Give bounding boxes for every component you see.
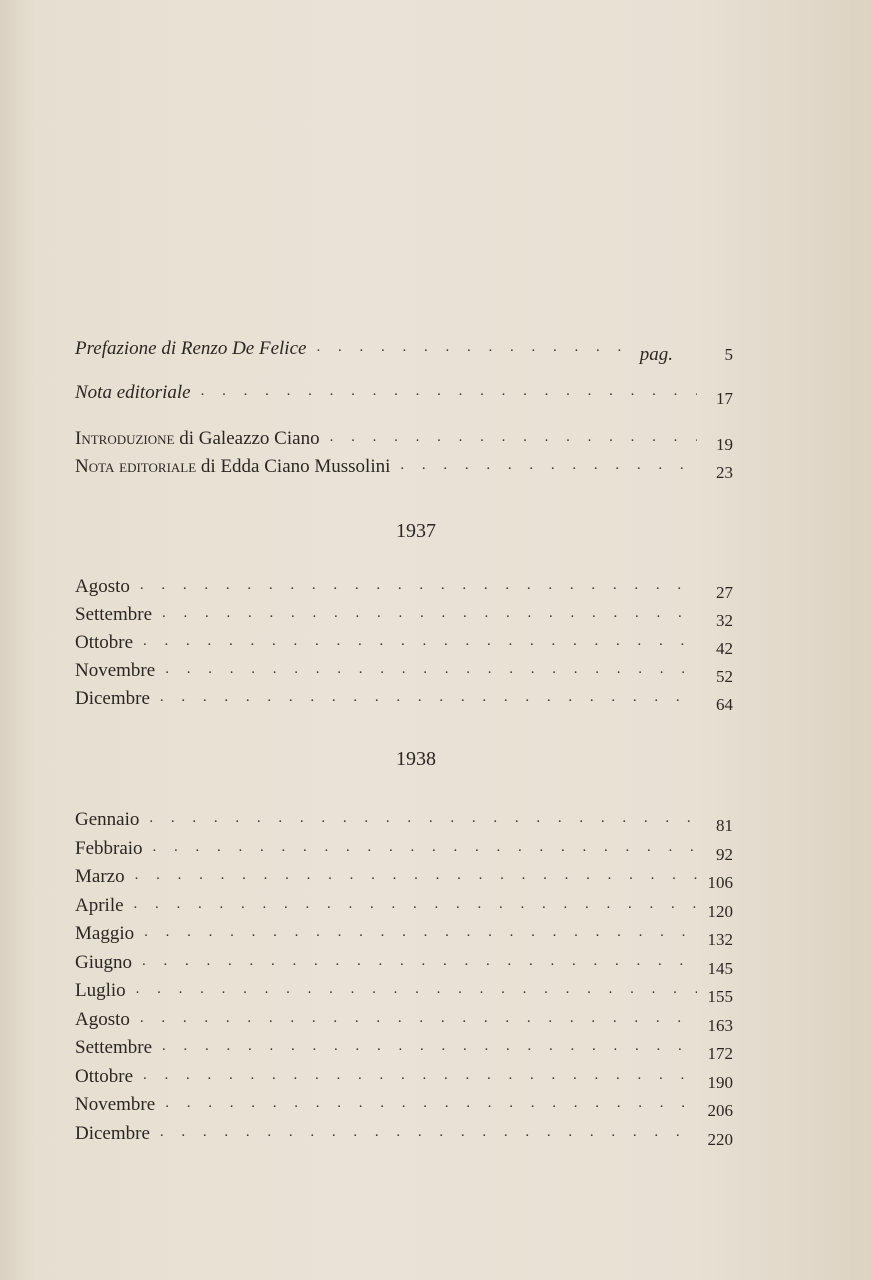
page-number: 17	[716, 389, 733, 408]
entry-label: Novembre	[75, 1094, 156, 1115]
dot-leader	[143, 1064, 697, 1088]
entry-label	[75, 456, 400, 478]
toc-entry-introduzione	[75, 424, 733, 454]
page-number: 5	[724, 345, 733, 364]
page-number: 81	[716, 816, 733, 835]
dot-leader	[153, 836, 697, 860]
year-heading: 1938	[396, 748, 436, 770]
dot-leader	[143, 630, 697, 654]
page-number: 120	[707, 901, 733, 921]
entry-label-rest: di Edda Ciano Mussolini	[196, 456, 391, 477]
dot-leader	[160, 686, 697, 710]
toc-entry-month	[75, 976, 733, 1006]
entry-label: Febbraio	[75, 837, 143, 859]
page-number: 220	[707, 1129, 733, 1149]
page-number: 42	[716, 639, 733, 658]
entry-label: Luglio	[75, 980, 126, 1001]
toc-entry-month	[75, 1005, 733, 1035]
toc-entry-month	[75, 1119, 733, 1149]
page-number: 19	[716, 435, 733, 454]
toc-entry-month	[75, 628, 733, 658]
entry-label: Maggio	[75, 923, 135, 944]
page-number: 145	[707, 958, 733, 978]
toc-entry-month	[75, 834, 733, 864]
page-number: 64	[716, 695, 733, 714]
toc-entry-month	[75, 919, 733, 949]
entry-label: Giugno	[75, 951, 132, 973]
dot-leader	[316, 336, 639, 360]
toc-entry-month	[75, 891, 733, 921]
page-number: 172	[707, 1044, 733, 1063]
toc-entry-month	[75, 862, 733, 892]
dot-leader	[160, 1121, 697, 1145]
dot-leader	[162, 1035, 697, 1059]
dot-leader	[135, 864, 697, 888]
entry-label: Agosto	[75, 576, 130, 597]
dot-leader	[162, 602, 697, 626]
page-number: 92	[716, 844, 733, 864]
dot-leader	[149, 807, 697, 831]
toc-entry-nota-edda	[75, 452, 733, 482]
entry-label: Marzo	[75, 866, 125, 887]
toc-entry-nota-editoriale	[75, 378, 733, 408]
toc-entry-month	[75, 600, 733, 630]
toc-entry-month	[75, 1033, 733, 1063]
dot-leader	[201, 380, 697, 404]
entry-label: Ottobre	[75, 632, 134, 653]
entry-label-smallcaps: Nota editoriale	[75, 456, 197, 477]
pag-label: pag.	[639, 344, 673, 365]
entry-label: Dicembre	[75, 688, 150, 709]
toc-entry-month	[75, 805, 733, 835]
toc-entry-month	[75, 1062, 733, 1092]
year-heading: 1937	[396, 520, 436, 542]
toc-entry-month	[75, 656, 733, 686]
entry-label: Settembre	[75, 604, 153, 625]
toc-entry-month	[75, 684, 733, 714]
dot-leader	[165, 658, 697, 682]
toc-entry-month	[75, 1090, 733, 1120]
entry-label: Novembre	[75, 660, 156, 681]
page-number: 52	[716, 667, 733, 686]
entry-label-smallcaps: Introduzione	[75, 428, 175, 449]
toc-entry-prefazione	[75, 334, 733, 365]
toc-entry-month	[75, 948, 733, 978]
entry-label: Ottobre	[75, 1065, 134, 1087]
dot-leader	[165, 1092, 697, 1116]
page-number: 190	[707, 1072, 733, 1092]
dot-leader	[134, 893, 697, 917]
page-number: 23	[716, 463, 733, 482]
entry-label: Prefazione di Renzo De Felice	[75, 338, 307, 359]
page-number: 206	[707, 1101, 733, 1120]
page-number: 106	[707, 873, 733, 892]
dot-leader	[136, 978, 697, 1002]
page-number: 163	[707, 1015, 733, 1035]
entry-label: Settembre	[75, 1037, 153, 1058]
dot-leader	[144, 921, 697, 945]
entry-label: Aprile	[75, 894, 124, 916]
dot-leader	[140, 1007, 697, 1031]
entry-label: Dicembre	[75, 1122, 150, 1144]
dot-leader	[140, 574, 697, 598]
entry-label: Agosto	[75, 1008, 130, 1030]
page-number: 155	[707, 987, 733, 1006]
dot-leader	[330, 426, 697, 450]
toc-entry-month	[75, 572, 733, 602]
page-number: 32	[716, 611, 733, 630]
entry-label	[75, 428, 330, 450]
dot-leader	[142, 950, 697, 974]
page-number: 132	[707, 930, 733, 949]
page-number: 27	[716, 583, 733, 602]
entry-label: Nota editoriale	[75, 382, 191, 403]
entry-label: Gennaio	[75, 809, 140, 830]
dot-leader	[400, 454, 697, 478]
entry-label-rest: di Galeazzo Ciano	[174, 428, 320, 449]
